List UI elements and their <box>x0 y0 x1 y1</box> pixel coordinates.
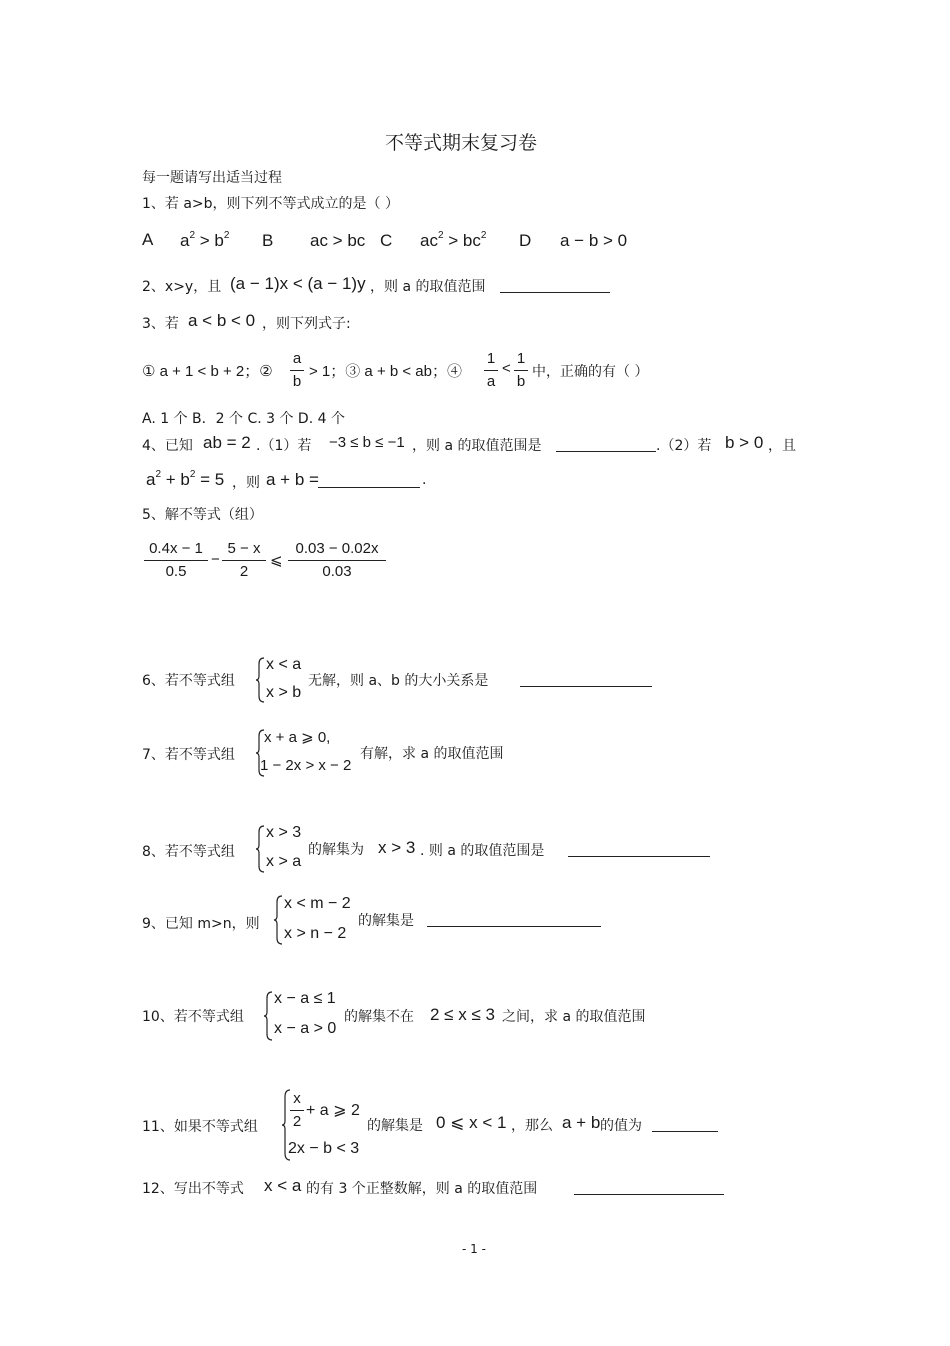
q8-solution: x > 3 <box>378 838 416 857</box>
q12-tail: 的有 3 个正整数解，则 a 的取值范围 <box>306 1181 538 1197</box>
q12-expression: x < a <box>264 1176 302 1195</box>
frac-den: 0.5 <box>165 563 187 580</box>
frac-den: 2 <box>292 1113 302 1130</box>
q4-line2-b: ，则 <box>232 475 260 491</box>
q1-option-b: ac > bc <box>310 231 366 250</box>
q11-answer-blank[interactable] <box>652 1117 718 1132</box>
q3-condition: a < b < 0 <box>188 311 256 330</box>
q9-answer-blank[interactable] <box>427 912 601 927</box>
q4-line1-c: ，则 a 的取值范围是 <box>412 438 542 454</box>
q1-option-b-label: B <box>262 231 274 250</box>
q4-line1-d: .（2）若 <box>656 438 712 454</box>
frac-num: 5 − x <box>227 540 261 557</box>
frac-num: 1 <box>516 350 526 367</box>
q8-label: 8、若不等式组 <box>142 844 235 860</box>
q11-tail-3: 的值为 <box>600 1118 642 1134</box>
frac-den: 0.03 <box>322 563 352 580</box>
q4-line1-a: 4、已知 <box>142 438 193 454</box>
q3-answer-options: A. 1 个 B．2 个 C. 3 个 D. 4 个 <box>142 411 345 427</box>
q8-answer-blank[interactable] <box>568 842 710 857</box>
q2-answer-blank[interactable] <box>500 278 610 293</box>
q1-option-d: a − b > 0 <box>560 231 628 250</box>
q1-option-c: $ac^2 > bc^2$ <box>420 230 487 250</box>
q4-line1-b: .（1）若 <box>256 438 312 454</box>
q2-suffix: ，则 a 的取值范围 <box>370 279 486 295</box>
q4-line2-equation: $a^2 + b^2 = 5$ <box>146 469 225 489</box>
q11-solution: 0 ⩽ x < 1 <box>436 1113 507 1132</box>
q7-tail: 有解，求 a 的取值范围 <box>360 746 504 762</box>
q12-answer-blank[interactable] <box>574 1180 724 1195</box>
q9-tail: 的解集是 <box>358 913 414 929</box>
q5-stem: 5、解不等式（组） <box>142 507 263 523</box>
brace-icon <box>256 824 266 874</box>
q4-line2-end: . <box>422 472 427 488</box>
q2-expression: (a − 1)x < (a − 1)y <box>230 274 366 293</box>
q4-answer-blank-1[interactable] <box>556 437 656 452</box>
q6-answer-blank[interactable] <box>520 672 652 687</box>
brace-icon <box>274 894 284 946</box>
q10-tail-2: 之间，求 a 的取值范围 <box>502 1009 646 1025</box>
q10-row-1: x − a ≤ 1 <box>274 990 336 1007</box>
q3-stem-suffix: ，则下列式子: <box>262 316 351 332</box>
q11-tail-1: 的解集是 <box>367 1118 423 1134</box>
q10-range: 2 ≤ x ≤ 3 <box>430 1005 495 1024</box>
frac-num: x <box>293 1090 301 1107</box>
q6-tail: 无解，则 a、b 的大小关系是 <box>308 673 489 689</box>
page-number: - 1 - <box>462 1242 486 1256</box>
instruction-text: 每一题请写出适当过程 <box>142 170 282 186</box>
q9-label: 9、已知 m>n，则 <box>142 916 260 932</box>
q4-answer-blank-2[interactable] <box>318 473 420 488</box>
q4-b-positive: b > 0 <box>725 433 764 452</box>
q4-line1-e: ，且 <box>768 438 796 454</box>
q6-row-1: x < a <box>266 656 302 673</box>
q3-item-4-tail: 中，正确的有（ ） <box>532 364 649 380</box>
q11-a-plus-b: a + b <box>562 1113 601 1132</box>
q9-inequality-system <box>274 894 358 946</box>
page-title: 不等式期末复习卷 <box>385 132 538 154</box>
q4-ab-equation: ab = 2 <box>203 433 251 452</box>
frac-den: 2 <box>239 563 249 580</box>
q7-inequality-system <box>256 728 360 778</box>
q5-fraction-2 <box>222 538 266 583</box>
q7-row-2: 1 − 2x > x − 2 <box>260 757 352 774</box>
q11-fraction-x-over-2 <box>290 1088 304 1133</box>
q7-label: 7、若不等式组 <box>142 747 235 763</box>
q3-fraction-1-over-a <box>484 348 498 393</box>
q11-label: 11、如果不等式组 <box>142 1119 258 1135</box>
frac-den: a <box>486 373 496 390</box>
q1-option-d-label: D <box>519 231 532 250</box>
q1-option-c-label: C <box>380 231 393 250</box>
brace-icon <box>264 990 274 1042</box>
q6-label: 6、若不等式组 <box>142 673 235 689</box>
q11-tail-2: ，那么 <box>511 1118 553 1134</box>
q9-row-2: x > n − 2 <box>284 925 347 942</box>
frac-den: b <box>292 373 302 390</box>
q8-row-1: x > 3 <box>266 824 302 841</box>
frac-num: a <box>292 350 302 367</box>
q1-option-a-label: A <box>142 230 154 249</box>
q5-leq: ⩽ <box>270 552 283 569</box>
q5-fraction-1 <box>144 538 208 583</box>
q8-row-2: x > a <box>266 853 302 870</box>
q8-tail-2: . 则 a 的取值范围是 <box>420 843 545 859</box>
q10-inequality-system <box>264 990 346 1042</box>
q3-item-2-3-4: > 1；③ a + b < ab；④ <box>309 363 462 380</box>
q6-inequality-system <box>256 656 312 704</box>
q12-prefix: 12、写出不等式 <box>142 1181 244 1197</box>
q3-item-1-2: ① a + 1 < b + 2；② <box>142 363 273 380</box>
q6-row-2: x > b <box>266 684 302 701</box>
q8-inequality-system <box>256 824 312 874</box>
q10-tail-1: 的解集不在 <box>344 1009 414 1025</box>
brace-icon <box>256 656 266 704</box>
frac-den: b <box>516 373 526 390</box>
q10-row-2: x − a > 0 <box>274 1020 337 1037</box>
q5-fraction-3 <box>288 538 386 583</box>
q1-option-a: $a^2 > b^2$ <box>180 230 230 250</box>
q9-row-1: x < m − 2 <box>284 895 351 912</box>
q8-tail-1: 的解集为 <box>308 842 364 858</box>
q4-b-range: −3 ≤ b ≤ −1 <box>329 434 405 451</box>
q5-minus: − <box>211 551 220 568</box>
q3-stem-prefix: 3、若 <box>142 316 179 332</box>
q1-stem: 1、若 a>b，则下列不等式成立的是（ ） <box>142 196 400 212</box>
q3-less-than: < <box>502 360 511 377</box>
frac-num: 0.03 − 0.02x <box>295 540 379 557</box>
frac-num: 0.4x − 1 <box>149 540 203 557</box>
q7-row-1: x + a ⩾ 0, <box>264 729 331 746</box>
q10-label: 10、若不等式组 <box>142 1009 244 1025</box>
q3-fraction-1-over-b <box>514 348 528 393</box>
q3-fraction-a-over-b <box>290 348 304 393</box>
q2-prefix: 2、x>y，且 <box>142 279 222 295</box>
q11-row-2: 2x − b < 3 <box>288 1140 360 1157</box>
q11-inequality-system <box>282 1088 368 1162</box>
q4-a-plus-b: a + b = <box>266 470 319 489</box>
frac-num: 1 <box>486 350 496 367</box>
q11-row-1-tail: + a ⩾ 2 <box>306 1102 360 1119</box>
